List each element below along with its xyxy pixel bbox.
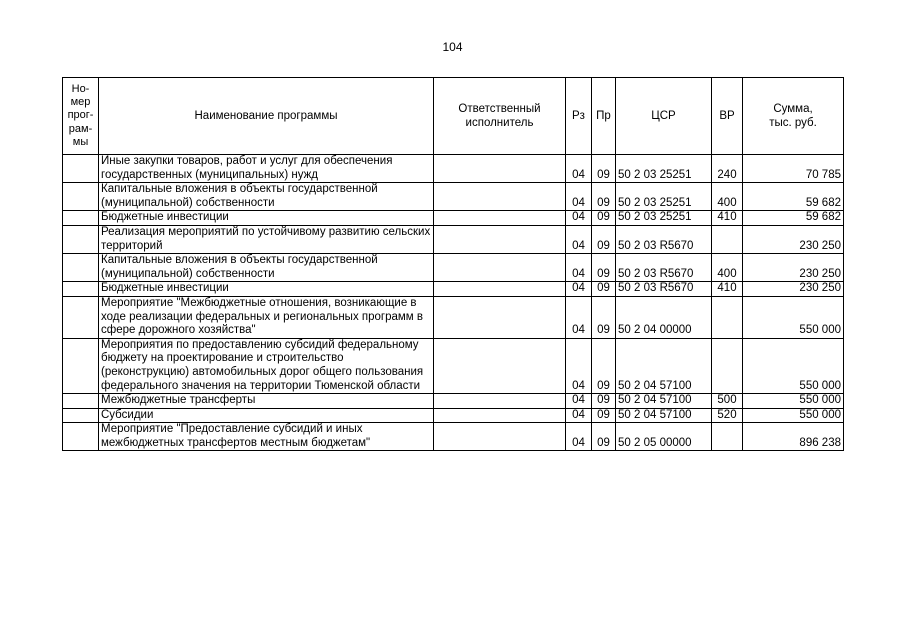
page-number: 104 bbox=[442, 40, 463, 54]
cell-rz: 04 bbox=[566, 183, 592, 211]
cell-program-number bbox=[63, 211, 99, 226]
cell-csr: 50 2 03 25251 bbox=[616, 155, 712, 183]
cell-program-number bbox=[63, 408, 99, 423]
cell-csr: 50 2 03 25251 bbox=[616, 183, 712, 211]
cell-executor bbox=[434, 225, 566, 253]
cell-rz: 04 bbox=[566, 211, 592, 226]
cell-sum: 230 250 bbox=[743, 282, 844, 297]
cell-pr: 09 bbox=[592, 211, 616, 226]
cell-pr: 09 bbox=[592, 296, 616, 338]
cell-executor bbox=[434, 254, 566, 282]
cell-sum: 70 785 bbox=[743, 155, 844, 183]
cell-program-name: Иные закупки товаров, работ и услуг для обеспечения государственных (муниципальных) нужд bbox=[99, 155, 434, 183]
table-row bbox=[63, 394, 844, 409]
cell-csr: 50 2 03 R5670 bbox=[616, 282, 712, 297]
cell-sum: 230 250 bbox=[743, 254, 844, 282]
table-row bbox=[63, 408, 844, 423]
cell-executor bbox=[434, 408, 566, 423]
table-row bbox=[63, 155, 844, 183]
cell-program-name: Капитальные вложения в объекты государственной (муниципальной) собственности bbox=[99, 254, 434, 282]
cell-executor bbox=[434, 183, 566, 211]
cell-rz: 04 bbox=[566, 423, 592, 451]
header-executor: Ответственный исполнитель bbox=[434, 78, 566, 155]
cell-program-number bbox=[63, 155, 99, 183]
table-row bbox=[63, 183, 844, 211]
cell-sum: 896 238 bbox=[743, 423, 844, 451]
cell-csr: 50 2 04 00000 bbox=[616, 296, 712, 338]
cell-sum: 550 000 bbox=[743, 408, 844, 423]
cell-vr bbox=[712, 225, 743, 253]
cell-pr: 09 bbox=[592, 282, 616, 297]
header-pr: Пр bbox=[592, 78, 616, 155]
header-sum: Сумма, тыс. руб. bbox=[743, 78, 844, 155]
cell-csr: 50 2 03 R5670 bbox=[616, 225, 712, 253]
cell-pr: 09 bbox=[592, 408, 616, 423]
cell-program-number bbox=[63, 225, 99, 253]
cell-program-name: Реализация мероприятий по устойчивому развитию сельских территорий bbox=[99, 225, 434, 253]
table-row bbox=[63, 338, 844, 393]
cell-rz: 04 bbox=[566, 338, 592, 393]
cell-executor bbox=[434, 282, 566, 297]
header-csr: ЦСР bbox=[616, 78, 712, 155]
cell-program-name: Мероприятие "Межбюджетные отношения, возникающие в ходе реализации федеральных и региональных программ в сфере дорожного хозяйства" bbox=[99, 296, 434, 338]
cell-rz: 04 bbox=[566, 408, 592, 423]
cell-executor bbox=[434, 211, 566, 226]
cell-rz: 04 bbox=[566, 155, 592, 183]
cell-pr: 09 bbox=[592, 254, 616, 282]
cell-vr: 400 bbox=[712, 183, 743, 211]
cell-vr: 500 bbox=[712, 394, 743, 409]
cell-vr: 410 bbox=[712, 211, 743, 226]
budget-table bbox=[62, 77, 844, 451]
cell-csr: 50 2 04 57100 bbox=[616, 338, 712, 393]
table-row bbox=[63, 254, 844, 282]
cell-program-name: Бюджетные инвестиции bbox=[99, 282, 434, 297]
cell-program-name: Мероприятия по предоставлению субсидий федеральному бюджету на проектирование и строительство (реконструкцию) автомобильных дорог общего пользования федерального значения на территории Тюменской области bbox=[99, 338, 434, 393]
cell-csr: 50 2 03 25251 bbox=[616, 211, 712, 226]
cell-pr: 09 bbox=[592, 394, 616, 409]
cell-sum: 550 000 bbox=[743, 296, 844, 338]
cell-vr bbox=[712, 423, 743, 451]
cell-sum: 550 000 bbox=[743, 394, 844, 409]
cell-program-number bbox=[63, 282, 99, 297]
cell-vr: 410 bbox=[712, 282, 743, 297]
cell-rz: 04 bbox=[566, 225, 592, 253]
cell-sum: 550 000 bbox=[743, 338, 844, 393]
cell-pr: 09 bbox=[592, 338, 616, 393]
cell-program-name: Субсидии bbox=[99, 408, 434, 423]
cell-csr: 50 2 03 R5670 bbox=[616, 254, 712, 282]
cell-program-name: Бюджетные инвестиции bbox=[99, 211, 434, 226]
cell-program-name: Межбюджетные трансферты bbox=[99, 394, 434, 409]
header-rz: Рз bbox=[566, 78, 592, 155]
table-header-row bbox=[63, 78, 844, 155]
cell-csr: 50 2 04 57100 bbox=[616, 408, 712, 423]
table-row bbox=[63, 282, 844, 297]
cell-rz: 04 bbox=[566, 394, 592, 409]
cell-executor bbox=[434, 296, 566, 338]
cell-sum: 59 682 bbox=[743, 211, 844, 226]
header-vr: ВР bbox=[712, 78, 743, 155]
header-program-name: Наименование программы bbox=[99, 78, 434, 155]
cell-sum: 59 682 bbox=[743, 183, 844, 211]
cell-executor bbox=[434, 155, 566, 183]
header-program-number: Но- мер прог- рам- мы bbox=[63, 78, 99, 155]
cell-program-number bbox=[63, 296, 99, 338]
cell-csr: 50 2 04 57100 bbox=[616, 394, 712, 409]
cell-csr: 50 2 05 00000 bbox=[616, 423, 712, 451]
cell-program-number bbox=[63, 183, 99, 211]
cell-vr: 400 bbox=[712, 254, 743, 282]
cell-vr: 520 bbox=[712, 408, 743, 423]
cell-program-number bbox=[63, 338, 99, 393]
cell-program-name: Мероприятие "Предоставление субсидий и иных межбюджетных трансфертов местным бюджетам" bbox=[99, 423, 434, 451]
cell-pr: 09 bbox=[592, 225, 616, 253]
cell-executor bbox=[434, 423, 566, 451]
cell-rz: 04 bbox=[566, 254, 592, 282]
cell-program-number bbox=[63, 254, 99, 282]
cell-executor bbox=[434, 394, 566, 409]
table-row bbox=[63, 211, 844, 226]
cell-rz: 04 bbox=[566, 296, 592, 338]
cell-program-name: Капитальные вложения в объекты государственной (муниципальной) собственности bbox=[99, 183, 434, 211]
cell-vr bbox=[712, 338, 743, 393]
cell-pr: 09 bbox=[592, 155, 616, 183]
cell-pr: 09 bbox=[592, 183, 616, 211]
cell-rz: 04 bbox=[566, 282, 592, 297]
cell-sum: 230 250 bbox=[743, 225, 844, 253]
cell-vr bbox=[712, 296, 743, 338]
table-row bbox=[63, 423, 844, 451]
table-row bbox=[63, 225, 844, 253]
table-row bbox=[63, 296, 844, 338]
cell-pr: 09 bbox=[592, 423, 616, 451]
cell-executor bbox=[434, 338, 566, 393]
cell-program-number bbox=[63, 423, 99, 451]
cell-vr: 240 bbox=[712, 155, 743, 183]
cell-program-number bbox=[63, 394, 99, 409]
